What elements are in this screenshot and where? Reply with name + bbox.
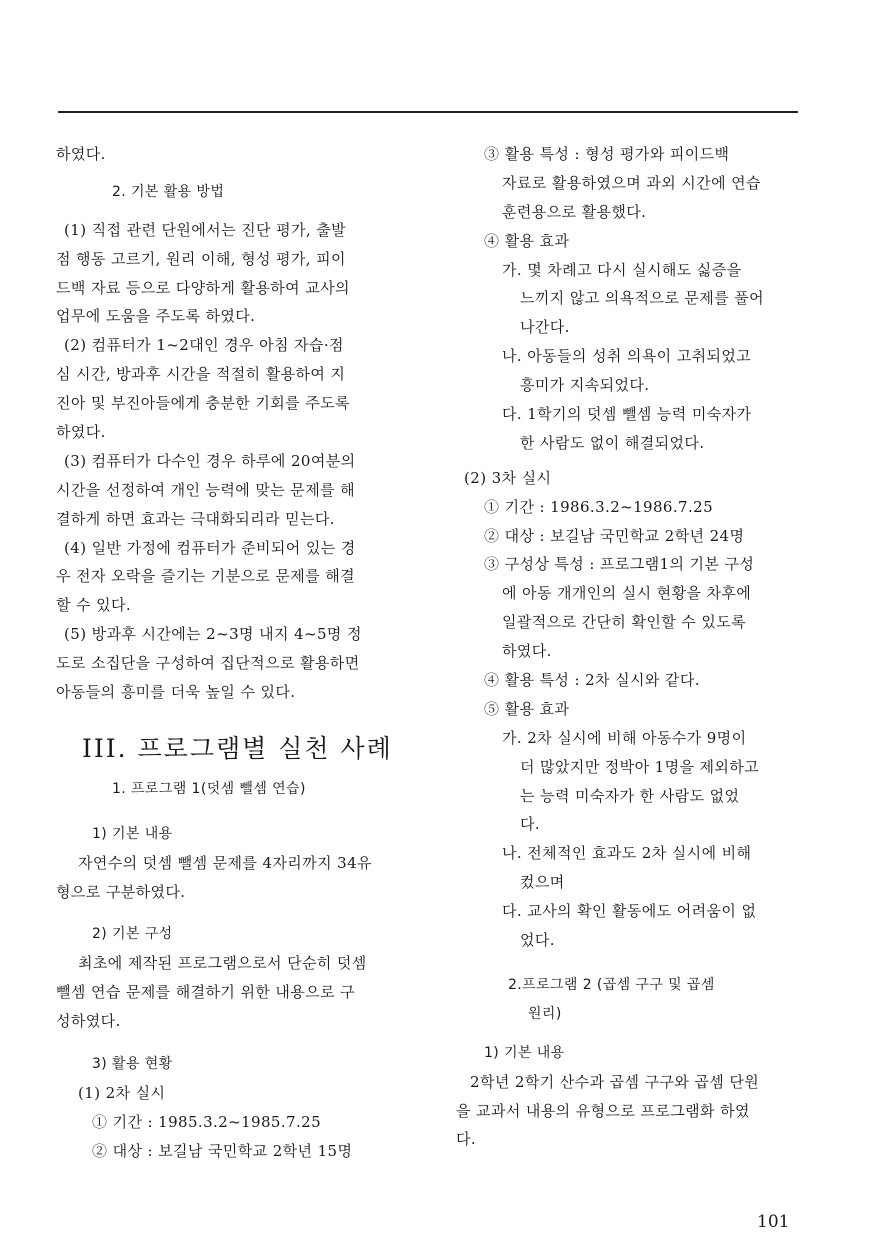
text-line: (5) 방과후 시간에는 2~3명 내지 4~5명 정: [64, 625, 362, 644]
subheading: 원리): [528, 1005, 562, 1022]
text-line: 심 시간, 방과후 시간을 적절히 활용하여 지: [56, 365, 346, 384]
text-line: 할 수 있다.: [56, 596, 132, 615]
left-column: [56, 140, 406, 1166]
text-line: 시간을 선정하여 개인 능력에 맞는 문제를 해: [56, 480, 356, 499]
text-line: 는 능력 미숙자가 한 사람도 없었: [520, 786, 740, 805]
text-line: 었다.: [520, 931, 555, 950]
text-line: 아동들의 흥미를 더욱 높일 수 있다.: [56, 683, 296, 702]
subheading: 2. 기본 활용 방법: [112, 183, 225, 200]
text-line: 컸으며: [520, 873, 565, 892]
text-line: 드백 자료 등으로 다양하게 활용하여 교사의: [56, 278, 350, 297]
text-line: (1) 2차 실시: [78, 1083, 166, 1102]
text-line: 나간다.: [520, 318, 570, 337]
text-line: 진아 및 부진아들에게 충분한 기회를 주도록: [56, 394, 350, 413]
text-line: ③ 구성상 특성 : 프로그램1의 기본 구성: [484, 555, 755, 574]
section-heading: III. 프로그램별 실천 사례: [82, 733, 393, 763]
text-line: 다. 교사의 확인 활동에도 어려움이 없: [502, 902, 757, 921]
header-rule: [58, 111, 798, 113]
text-line: 다. 1학기의 덧셈 뺄셈 능력 미숙자가: [502, 405, 752, 424]
text-line: 우 전자 오락을 즐기는 기분으로 문제를 해결: [56, 567, 356, 586]
text-line: ① 기간 : 1986.3.2~1986.7.25: [484, 497, 714, 516]
subheading: 1. 프로그램 1(덧셈 뺄셈 연습): [112, 780, 306, 797]
text-line: 다.: [456, 1130, 477, 1149]
page-number: 101: [757, 1212, 790, 1232]
text-line: ② 대상 : 보길남 국민학교 2학년 15명: [92, 1141, 353, 1160]
text-line: 가. 2차 실시에 비해 아동수가 9명이: [502, 728, 747, 747]
subheading: 1) 기본 내용: [484, 1044, 565, 1061]
text-line: (1) 직접 관련 단원에서는 진단 평가, 출발: [64, 220, 346, 239]
text-line: ④ 활용 효과: [484, 231, 570, 250]
text-line: (4) 일반 가정에 컴퓨터가 준비되어 있는 경: [64, 538, 356, 557]
subheading: 3) 활용 현황: [92, 1056, 173, 1073]
text-line: (3) 컴퓨터가 다수인 경우 하루에 20여분의: [64, 451, 356, 470]
text-line: 다.: [520, 815, 541, 834]
text-line: 2학년 2학기 산수과 곱셈 구구와 곱셈 단원: [470, 1072, 760, 1091]
text-line: 하였다.: [56, 423, 106, 442]
text-line: 흥미가 지속되었다.: [520, 376, 650, 395]
text-line: 최초에 제작된 프로그램으로서 단순히 덧셈: [78, 954, 367, 973]
text-line: 하였다.: [56, 145, 106, 163]
text-line: 점 행동 고르기, 원리 이해, 형성 평가, 피이: [56, 249, 346, 268]
text-line: 한 사람도 없이 해결되었다.: [520, 433, 705, 452]
text-line: 에 아동 개개인의 실시 현황을 차후에: [502, 584, 752, 603]
text-line: 느끼지 않고 의욕적으로 문제를 풀어: [520, 289, 765, 308]
text-line: (2) 컴퓨터가 1~2대인 경우 아침 자습·점: [64, 336, 344, 355]
text-line: 일괄적으로 간단히 확인할 수 있도록: [502, 613, 747, 632]
text-line: 성하였다.: [56, 1012, 121, 1031]
right-column: [456, 140, 806, 1154]
text-line: 뺄셈 연습 문제를 해결하기 위한 내용으로 구: [56, 983, 356, 1002]
text-line: ③ 활용 특성 : 형성 평가와 피이드백: [484, 145, 730, 163]
text-line: 을 교과서 내용의 유형으로 프로그램화 하였: [456, 1101, 750, 1120]
text-line: ① 기간 : 1985.3.2~1985.7.25: [92, 1112, 322, 1131]
text-line: 더 많았지만 정박아 1명을 제외하고: [520, 757, 760, 776]
text-line: 형으로 구분하였다.: [56, 882, 186, 901]
text-line: ④ 활용 특성 : 2차 실시와 같다.: [484, 671, 700, 690]
text-line: 결하게 하면 효과는 극대화되리라 믿는다.: [56, 509, 335, 528]
text-line: 업무에 도움을 주도록 하였다.: [56, 307, 256, 326]
text-line: 자료로 활용하였으며 과외 시간에 연습: [502, 173, 761, 192]
subheading: 2.프로그램 2 (곱셈 구구 및 곱셈: [508, 976, 715, 993]
text-line: 하였다.: [502, 642, 552, 661]
subheading: 2) 기본 구성: [92, 926, 173, 943]
text-line: 자연수의 덧셈 뺄셈 문제를 4자리까지 34유: [78, 853, 372, 872]
text-line: ② 대상 : 보길남 국민학교 2학년 24명: [484, 526, 745, 545]
text-line: 도로 소집단을 구성하여 집단적으로 활용하면: [56, 654, 360, 673]
text-line: 훈련용으로 활용했다.: [502, 202, 647, 221]
text-line: 나. 아동들의 성취 의욕이 고취되었고: [502, 347, 752, 366]
text-line: (2) 3차 실시: [464, 468, 552, 487]
text-line: ⑤ 활용 효과: [484, 699, 570, 718]
text-line: 가. 몇 차례고 다시 실시해도 싫증을: [502, 260, 742, 279]
subheading: 1) 기본 내용: [92, 825, 173, 842]
text-line: 나. 전체적인 효과도 2차 실시에 비해: [502, 844, 752, 863]
